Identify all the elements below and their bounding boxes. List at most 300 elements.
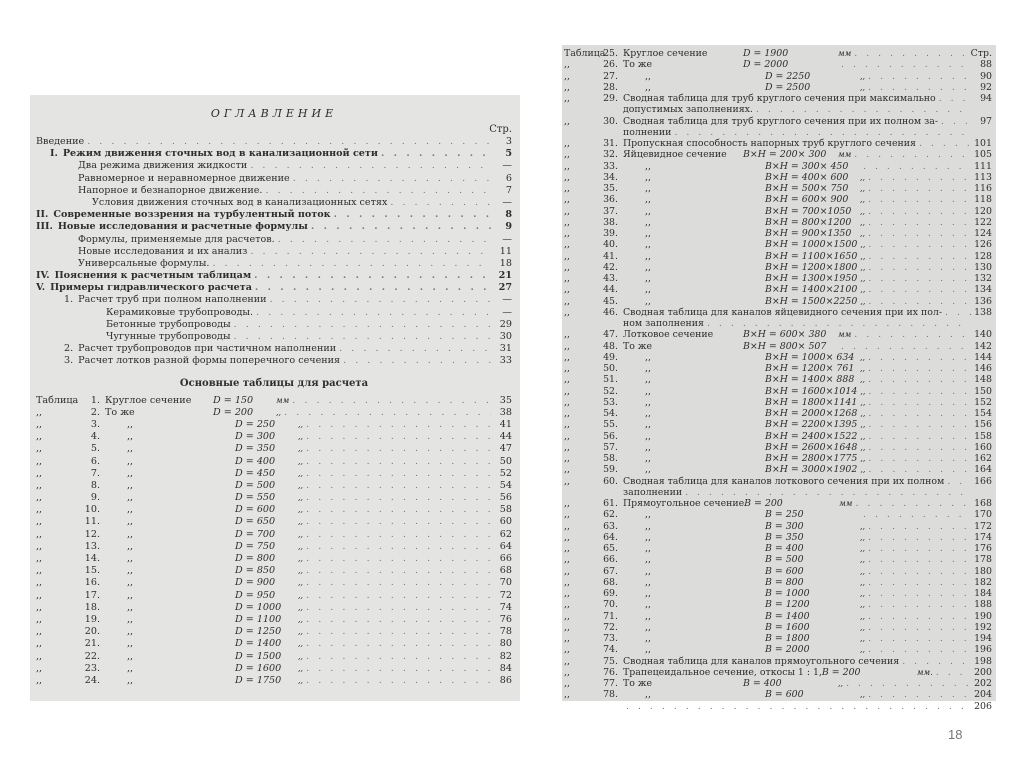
table-number: 32. (603, 149, 618, 161)
table-dimension: B×H = 500× 750 (765, 183, 849, 194)
table-number: 69. (603, 588, 618, 599)
toc-entry-title: Режим движения сточных вод в канализационной сети (62, 148, 378, 160)
table-title: ,, (645, 81, 651, 93)
table-number: 48. (603, 340, 618, 352)
table-unit: мм. (916, 667, 933, 677)
table-unit: ,, (298, 663, 304, 673)
table-number: 64. (603, 531, 618, 543)
table-page: 150 (974, 385, 992, 397)
right-page-scan (562, 45, 996, 712)
table-dimension: D = 1400 (235, 638, 282, 650)
table-prefix: ,, (564, 284, 570, 296)
table-prefix: ,, (36, 638, 43, 650)
table-unit: ,, (298, 468, 304, 478)
toc-entry-title: Расчет лотков разной формы поперечного сечения (78, 355, 341, 367)
table-prefix: ,, (564, 205, 570, 217)
table-dimension: B×H = 1000×1500 (765, 239, 858, 251)
table-page: 164 (974, 464, 992, 476)
table-title: ,, (645, 644, 651, 656)
table-dimension: D = 650 (235, 516, 276, 528)
table-page: 94 (980, 93, 992, 104)
table-entry (564, 228, 992, 239)
table-number: 45. (603, 295, 618, 307)
table-number: 57. (603, 441, 618, 453)
table-entry (36, 675, 512, 687)
table-page: 188 (974, 599, 992, 611)
table-title: ,, (645, 520, 651, 532)
table-unit: мм (276, 395, 290, 405)
table-prefix: ,, (564, 565, 570, 577)
table-prefix: ,, (36, 674, 43, 686)
table-entry (564, 172, 992, 183)
table-entry (564, 251, 992, 262)
table-prefix: ,, (564, 531, 570, 543)
table-number: 52. (603, 385, 618, 397)
table-entry (564, 678, 992, 689)
table-title: Круглое сечение (105, 394, 192, 406)
table-title: ,, (645, 171, 651, 183)
table-title: ,, (645, 160, 651, 172)
table-unit: ,, (860, 420, 866, 430)
table-entry (564, 374, 992, 385)
table-page: 200 (974, 666, 992, 678)
table-number: 56. (603, 430, 618, 442)
table-title: ,, (127, 455, 134, 467)
table-dimension: B×H = 300× 450 (765, 160, 849, 172)
table-number: 70. (603, 599, 618, 611)
table-prefix: ,, (36, 553, 43, 564)
dot-leader (868, 419, 971, 430)
table-dimension: D = 1600 (235, 662, 282, 674)
table-page: 120 (974, 205, 992, 217)
dot-leader (674, 127, 971, 138)
table-page: 90 (980, 70, 992, 82)
table-title: ,, (645, 351, 651, 363)
table-dimension: D = 400 (235, 455, 276, 467)
table-unit: ,, (860, 274, 866, 283)
table-prefix: ,, (564, 396, 570, 408)
table-prefix: ,, (564, 644, 570, 656)
table-page: 124 (974, 228, 992, 239)
table-dimension: B = 200 (744, 498, 783, 509)
table-unit: ,, (860, 172, 866, 182)
table-number: 78. (603, 689, 618, 701)
table-unit: ,, (860, 262, 866, 272)
table-page: 70 (499, 577, 512, 589)
table-prefix: ,, (564, 453, 570, 464)
table-page: 174 (974, 531, 992, 543)
table-page: 50 (499, 455, 512, 467)
table-page: 144 (974, 351, 992, 363)
table-entry (564, 161, 992, 172)
toc-entry (36, 307, 512, 319)
table-title: Яйцевидное сечение (623, 149, 727, 161)
dot-leader (306, 443, 491, 455)
table-page: 68 (499, 565, 512, 577)
toc-entry (36, 343, 512, 355)
table-dimension: D = 900 (235, 577, 276, 589)
table-title: ,, (645, 250, 651, 262)
dot-leader (868, 408, 971, 419)
table-number: 77. (603, 678, 618, 689)
table-page: 192 (974, 621, 992, 633)
table-entry (564, 329, 992, 340)
table-dimension: D = 450 (235, 467, 276, 479)
table-entry (564, 93, 992, 104)
table-number: 22. (84, 650, 100, 662)
table-page: 92 (980, 81, 992, 93)
table-entry (36, 443, 512, 455)
table-dimension: D = 800 (235, 553, 276, 564)
toc-entry-title: Бетонные трубопроводы (106, 318, 231, 330)
dot-leader (306, 614, 491, 626)
table-prefix: ,, (564, 554, 570, 566)
table-entry (36, 480, 512, 492)
table-title: ,, (645, 554, 651, 566)
table-dimension: B×H = 2800×1775 (765, 453, 858, 464)
table-dimension: D = 200 (213, 406, 254, 418)
table-title: ,, (645, 273, 651, 284)
table-title: ,, (127, 613, 134, 625)
table-number: 65. (603, 543, 618, 554)
table-dimension: B = 400 (743, 678, 782, 689)
table-page: 182 (974, 576, 992, 588)
table-dimension: D = 1900 (743, 48, 789, 59)
table-prefix: ,, (564, 261, 570, 273)
table-dimension: D = 1100 (235, 613, 282, 625)
dot-leader (292, 395, 491, 407)
toc-entry-number: II. (36, 209, 49, 221)
table-number: 54. (603, 408, 618, 419)
table-entry (564, 318, 992, 329)
dot-leader (868, 251, 971, 262)
dot-leader (626, 701, 971, 712)
table-number: 55. (603, 419, 618, 431)
left-page-scan (30, 95, 520, 701)
table-unit: ,, (298, 651, 304, 661)
table-unit: ,, (860, 409, 866, 418)
table-dimension: B = 600 (765, 565, 804, 577)
dot-leader (863, 161, 971, 172)
table-unit: ,, (860, 431, 866, 441)
table-unit: ,, (860, 442, 866, 452)
table-dimension: D = 1750 (235, 674, 282, 686)
tables-list-continued (564, 48, 992, 712)
table-dimension: B×H = 900×1350 (765, 228, 852, 239)
table-number: 41. (603, 250, 618, 262)
toc-entry (36, 246, 512, 258)
table-title: ,, (645, 576, 651, 588)
table-prefix: ,, (36, 613, 43, 625)
table-number: 3. (90, 418, 100, 430)
table-dimension: B×H = 1200× 761 (765, 363, 855, 374)
toc-entry-title: Керамиковые трубопроводы. (106, 306, 254, 318)
table-unit: ,, (860, 240, 866, 250)
table-entry (36, 504, 512, 516)
table-title: Сводная таблица для каналов прямоугольного сечения (623, 655, 900, 667)
table-number: 10. (84, 504, 100, 516)
table-prefix: ,, (564, 520, 570, 532)
table-title: заполнении (623, 486, 683, 498)
table-entry (564, 476, 992, 487)
table-page: 97 (980, 115, 992, 127)
table-page: 136 (974, 295, 992, 307)
table-entry (36, 529, 512, 541)
table-title: ,, (645, 464, 651, 476)
dot-leader (306, 602, 491, 614)
toc-entry-number: V. (36, 282, 46, 294)
toc-entry-page: 6 (505, 172, 512, 184)
dot-leader (868, 453, 971, 464)
table-dimension: B = 300 (765, 520, 804, 532)
dot-leader (868, 622, 971, 633)
table-entry (564, 307, 992, 318)
table-unit: ,, (298, 444, 304, 454)
toc-entry-page: 30 (499, 331, 512, 342)
toc-entry-page: — (502, 160, 512, 172)
table-number: 68. (603, 576, 618, 588)
dot-leader (868, 82, 971, 93)
toc-entry-title: Примеры гидравлического расчета (50, 282, 252, 294)
dot-leader (939, 93, 971, 104)
table-unit: ,, (298, 432, 304, 442)
table-title: ,, (127, 674, 134, 686)
table-title: Сводная таблица для труб круглого сечения при максимально (623, 93, 936, 104)
table-prefix: ,, (36, 492, 43, 504)
table-dimension: B×H = 1500×2250 (765, 295, 858, 307)
table-page: 176 (974, 543, 992, 554)
table-dimension: B = 1000 (765, 588, 810, 599)
table-page: 148 (974, 374, 992, 386)
table-unit: ,, (298, 529, 304, 539)
table-entry (564, 599, 992, 610)
dot-leader (343, 355, 491, 367)
table-number: 34. (603, 171, 618, 183)
dot-leader (250, 160, 491, 172)
table-title: ,, (127, 431, 134, 443)
table-number: 19. (84, 613, 100, 625)
toc-entry-page: 27 (498, 282, 512, 294)
dot-leader (306, 663, 491, 675)
table-unit: ,, (860, 589, 866, 598)
dot-leader (841, 341, 971, 352)
dot-leader (334, 209, 491, 221)
toc-entry-title: Новые исследования и расчетные формулы (57, 221, 308, 233)
table-entry (564, 689, 992, 700)
table-entry (564, 183, 992, 194)
table-unit: ,, (860, 82, 866, 92)
table-number: 50. (603, 363, 618, 374)
table-entry (564, 71, 992, 82)
table-page: 146 (974, 363, 992, 374)
table-number: 58. (603, 453, 618, 464)
table-number: 1. (90, 394, 100, 406)
table-page: 154 (974, 408, 992, 419)
table-prefix: ,, (564, 228, 570, 239)
table-title: ,, (127, 650, 134, 662)
dot-leader (256, 307, 491, 319)
dot-leader (278, 234, 491, 246)
toc-entry-page: 7 (505, 184, 512, 196)
table-prefix: ,, (564, 306, 570, 318)
table-entry (36, 407, 512, 419)
table-title: ,, (645, 363, 651, 374)
table-entry (564, 611, 992, 622)
toc-entry (36, 136, 512, 148)
table-unit: ,, (298, 578, 304, 588)
toc-entry-page: 18 (499, 257, 512, 269)
dot-leader (868, 217, 971, 228)
toc-entry-number: I. (50, 148, 58, 160)
table-number: 30. (603, 115, 618, 127)
dot-leader (868, 543, 971, 554)
table-page: 116 (974, 183, 992, 194)
table-title: допустимых заполнениях. (623, 104, 753, 116)
dot-leader (868, 296, 971, 307)
toc-entry (36, 148, 512, 160)
table-entry (36, 492, 512, 504)
toc-entry-page: — (502, 196, 512, 208)
table-dimension: B = 1400 (765, 610, 810, 622)
table-prefix: ,, (36, 455, 43, 467)
table-unit: ,, (860, 195, 866, 205)
table-prefix: ,, (564, 183, 570, 194)
table-entry (36, 626, 512, 638)
table-page: 66 (499, 553, 512, 564)
table-unit: ,, (298, 639, 304, 649)
dot-leader (868, 532, 971, 543)
table-number: 29. (603, 93, 618, 104)
dot-leader (868, 194, 971, 205)
table-number: 9. (90, 492, 100, 504)
table-number: 13. (84, 540, 100, 552)
dot-leader (306, 675, 491, 687)
table-page: 206 (974, 700, 992, 712)
table-number: 62. (603, 509, 618, 521)
table-entry (564, 59, 992, 70)
table-page: 190 (974, 610, 992, 622)
dot-leader (854, 329, 971, 340)
table-page: 76 (499, 613, 512, 625)
table-unit: ,, (860, 251, 866, 261)
table-entry (564, 667, 992, 678)
table-unit: мм (838, 49, 852, 58)
dot-leader (947, 476, 971, 487)
table-entry (36, 395, 512, 407)
table-number: 35. (603, 183, 618, 194)
table-number: 31. (603, 138, 618, 149)
table-unit: ,, (298, 627, 304, 637)
table-dimension: D = 2500 (765, 81, 811, 93)
table-number: 61. (603, 498, 618, 509)
dot-leader (306, 626, 491, 638)
table-page: 170 (974, 509, 992, 521)
toc-entry-title: Пояснения к расчетным таблицам (54, 270, 252, 282)
toc-entry-title: Современные воззрения на турбулентный поток (53, 209, 331, 221)
table-dimension: B×H = 800×1200 (765, 216, 852, 228)
table-number: 51. (603, 374, 618, 386)
dot-leader (841, 59, 971, 70)
table-number: 23. (84, 662, 100, 674)
table-title: ,, (645, 531, 651, 543)
table-prefix: ,, (564, 340, 570, 352)
table-prefix: ,, (564, 621, 570, 633)
table-title: ,, (127, 540, 134, 552)
table-unit: ,, (298, 541, 304, 551)
table-prefix: ,, (36, 589, 43, 601)
table-title: Круглое сечение (623, 48, 708, 59)
table-page: 105 (974, 149, 992, 161)
table-unit: ,, (860, 532, 866, 542)
tables-list (36, 395, 512, 688)
table-dimension: B×H = 3000×1902 (765, 464, 858, 476)
table-unit: ,, (860, 184, 866, 193)
table-title: ,, (645, 565, 651, 577)
table-title: ,, (645, 239, 651, 251)
table-dimension: B×H = 1400×2100 (765, 284, 858, 296)
dot-leader (868, 442, 971, 453)
table-prefix: ,, (36, 443, 43, 455)
table-number: 27. (603, 70, 618, 82)
table-dimension: D = 350 (235, 443, 276, 455)
table-unit: ,, (860, 454, 866, 463)
table-entry (564, 622, 992, 633)
toc-entry (36, 197, 512, 209)
toc-entry-title: Введение (36, 136, 85, 147)
table-entry (564, 273, 992, 284)
table-title: ,, (645, 70, 651, 82)
table-prefix: ,, (36, 479, 43, 491)
table-number: 38. (603, 216, 618, 228)
table-dimension: B×H = 600× 900 (765, 194, 849, 206)
toc-entry-page: 5 (505, 148, 512, 160)
table-entry (36, 456, 512, 468)
dot-leader (306, 492, 491, 504)
table-number: 8. (90, 479, 100, 491)
table-title: То же (623, 340, 653, 352)
table-number: 53. (603, 396, 618, 408)
table-page: 86 (499, 674, 512, 686)
table-dimension: B×H = 1300×1950 (765, 273, 858, 284)
table-prefix: ,, (564, 149, 570, 161)
table-page: 35 (499, 394, 512, 406)
table-title: ,, (645, 183, 651, 194)
table-title: ,, (645, 385, 651, 397)
table-page: 84 (499, 662, 512, 674)
toc-entry (36, 355, 512, 367)
table-page: 47 (499, 443, 512, 455)
table-prefix: ,, (564, 216, 570, 228)
table-prefix: ,, (564, 441, 570, 453)
table-unit: ,, (860, 375, 866, 385)
table-dimension: B = 250 (765, 509, 804, 521)
table-entry (564, 127, 992, 138)
table-prefix: Таблица (36, 394, 79, 406)
table-prefix: ,, (36, 626, 43, 638)
dot-leader (254, 270, 491, 282)
table-dimension: D = 850 (235, 565, 276, 577)
dot-leader (685, 487, 971, 498)
table-prefix: ,, (564, 599, 570, 611)
table-dimension: D = 250 (235, 418, 276, 430)
table-dimension: B = 400 (765, 543, 804, 554)
toc-entry (36, 209, 512, 221)
table-prefix: ,, (564, 509, 570, 521)
table-number: 28. (603, 81, 618, 93)
table-page: 62 (499, 528, 512, 540)
table-title: ,, (127, 443, 134, 455)
table-prefix: ,, (36, 418, 43, 430)
